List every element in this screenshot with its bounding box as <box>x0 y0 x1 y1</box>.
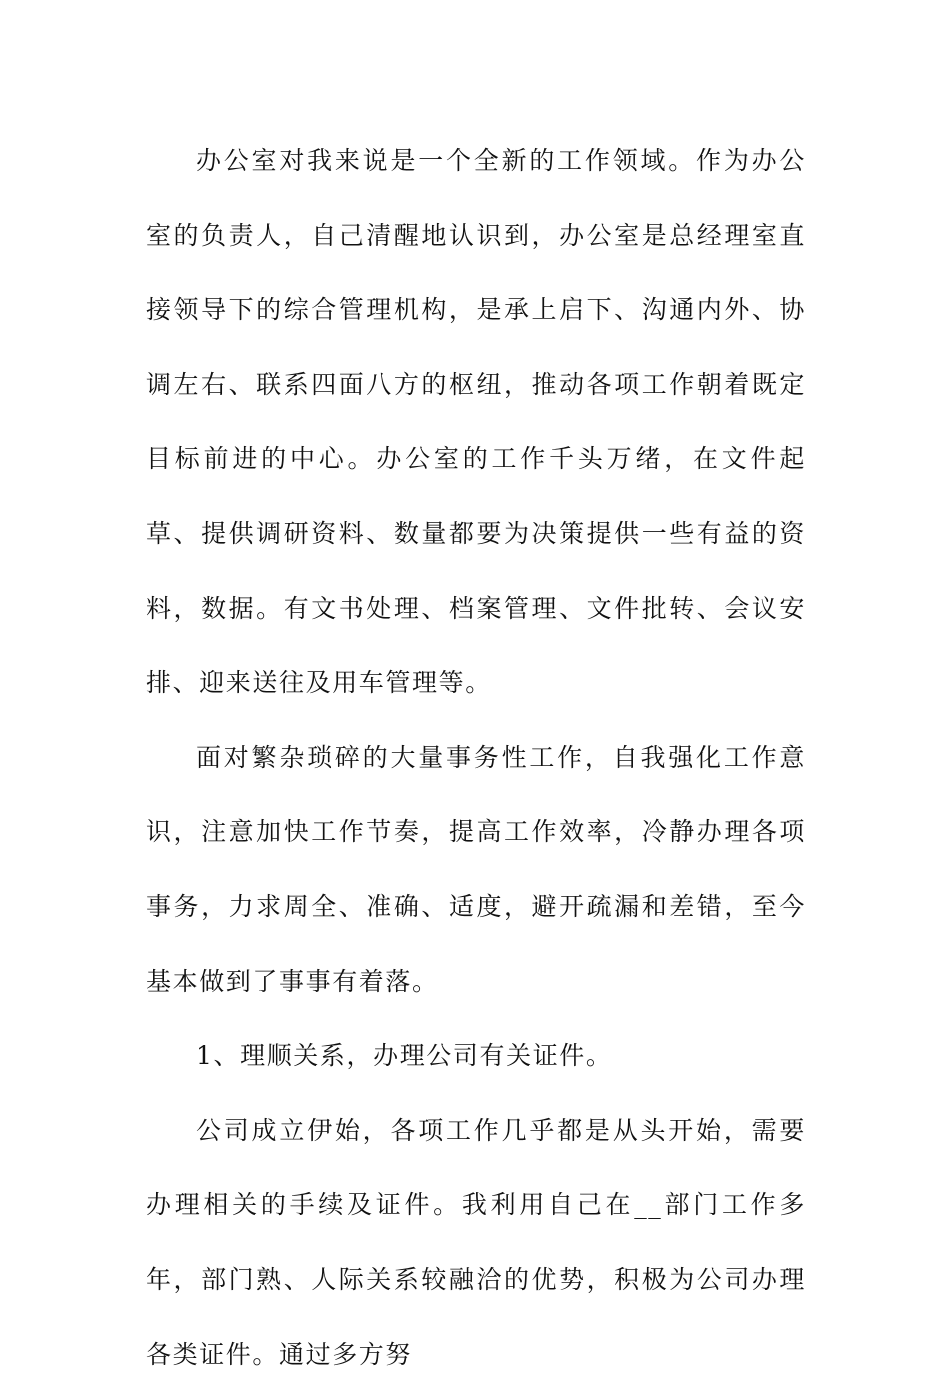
section-heading-certificates: 1、理顺关系，办理公司有关证件。 <box>196 1041 613 1071</box>
document-body <box>146 124 806 1392</box>
paragraph-company-founding: 公司成立伊始，各项工作几乎都是从头开始，需要办理相关的手续及证件。我利用自己在__部门工作多年，部门熟、人际关系较融洽的优势，积极为公司办理各类证件。通过多方努 <box>146 1115 806 1369</box>
paragraph-office-role: 办公室对我来说是一个全新的工作领域。作为办公室的负责人，自己清醒地认识到，办公室是总经理室直接领导下的综合管理机构，是承上启下、沟通内外、协调左右、联系四面八方的枢纽，推动各项工作朝着既定目标前进的中心。办公室的工作千头万绪，在文件起草、提供调研资料、数量都要为决策提供一些有益的资料，数据。有文书处理、档案管理、文件批转、会议安排、迎来送往及用车管理等。 <box>146 146 806 698</box>
paragraph-daily-work: 面对繁杂琐碎的大量事务性工作，自我强化工作意识，注意加快工作节奏，提高工作效率，冷静办理各项事务，力求周全、准确、适度，避开疏漏和差错，至今基本做到了事事有着落。 <box>146 742 806 996</box>
